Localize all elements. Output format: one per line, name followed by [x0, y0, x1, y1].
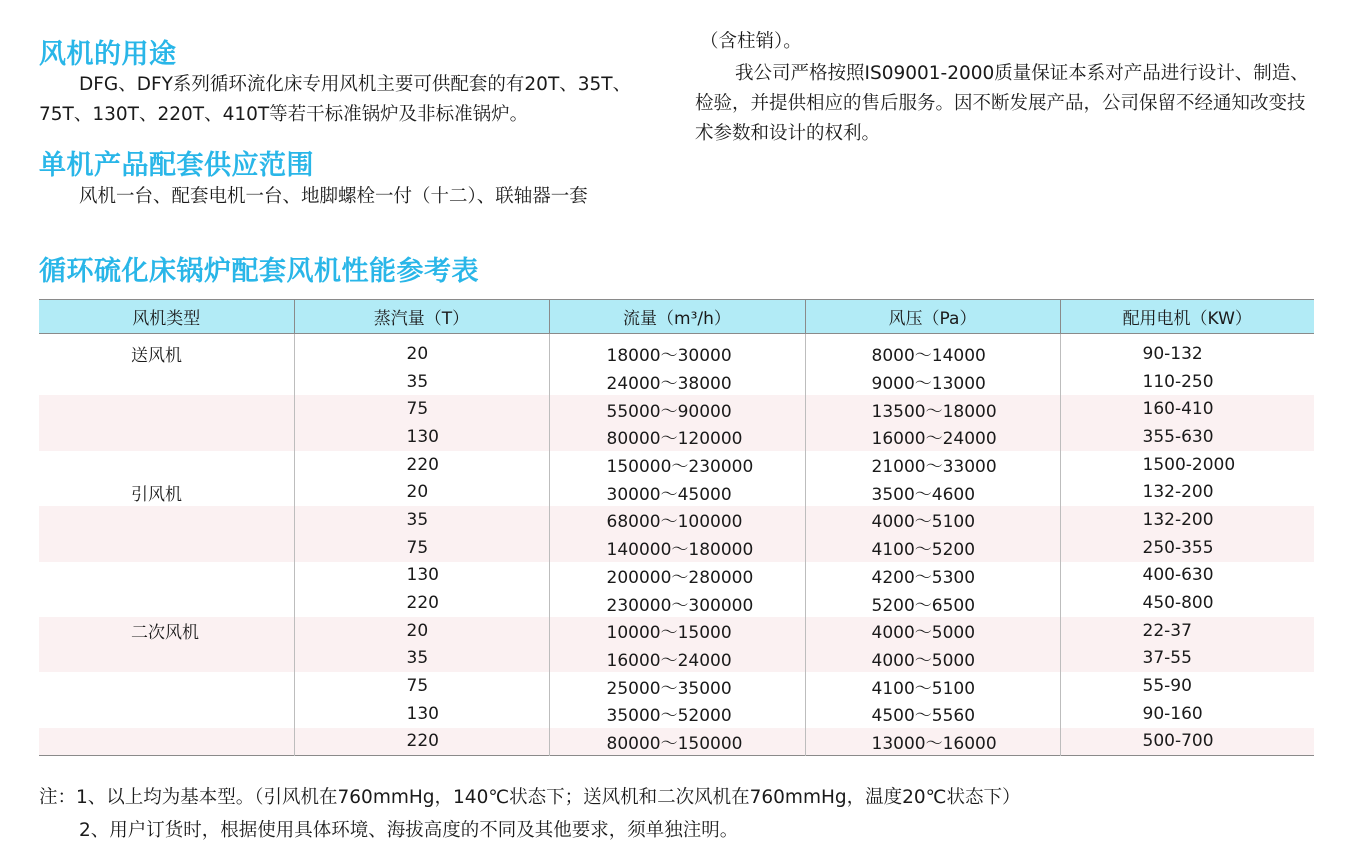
table-row — [39, 368, 1314, 396]
steam-cell: 130 — [294, 423, 549, 451]
header-fan-type: 风机类型 — [39, 300, 294, 334]
flow-cell: 10000～15000 — [549, 617, 805, 645]
table-row — [39, 562, 1314, 590]
motor-cell: 250-355 — [1060, 534, 1314, 562]
motor-cell: 355-630 — [1060, 423, 1314, 451]
motor-cell: 110-250 — [1142, 371, 1214, 392]
flow-cell: 230000～300000 — [549, 589, 805, 617]
motor-cell: 22-37 — [1060, 617, 1314, 645]
motor-cell: 55-90 — [1142, 676, 1192, 697]
fan-type-cell — [39, 562, 294, 590]
motor-cell: 90-160 — [1142, 703, 1203, 724]
pressure-cell: 4200～5300 — [805, 562, 1060, 590]
pressure-cell: 4000～5100 — [805, 506, 1060, 534]
fan-type-cell — [39, 423, 294, 451]
steam-cell: 35 — [294, 368, 549, 396]
flow-cell: 24000～38000 — [549, 368, 805, 396]
fan-type-cell — [39, 368, 294, 396]
steam-cell: 220 — [294, 728, 549, 756]
fan-type-cell — [39, 395, 294, 423]
steam-cell: 75 — [294, 395, 549, 423]
usage-text: DFG、DFY系列循环流化床专用风机主要可供配套的有20T、35T、75T、130T、220T、410T等若干标准锅炉及非标准锅炉。 — [39, 74, 632, 125]
performance-table — [39, 299, 1314, 756]
fan-type-cell — [39, 451, 294, 479]
pressure-cell: 8000～14000 — [805, 334, 1060, 368]
table-row — [39, 700, 1314, 728]
steam-cell: 220 — [294, 589, 549, 617]
fan-type-cell: 引风机 — [39, 478, 294, 506]
note-2: 2、用户订货时，根据使用具体环境、海拔高度的不同及其他要求，须单独注明。 — [79, 820, 739, 841]
pressure-cell: 21000～33000 — [805, 451, 1060, 479]
table-title: 循环硫化床锅炉配套风机性能参考表 — [39, 256, 479, 287]
motor-cell: 160-410 — [1060, 395, 1314, 423]
header-motor: 配用电机（KW） — [1060, 300, 1314, 334]
table-row — [39, 506, 1314, 534]
pressure-cell: 4000～5000 — [805, 617, 1060, 645]
pressure-cell: 13500～18000 — [805, 395, 1060, 423]
steam-cell: 35 — [294, 506, 549, 534]
flow-cell: 25000～35000 — [549, 672, 805, 700]
flow-cell: 80000～120000 — [549, 423, 805, 451]
flow-cell: 16000～24000 — [549, 645, 805, 673]
pressure-cell: 9000～13000 — [805, 368, 1060, 396]
fan-type-cell — [39, 645, 294, 673]
flow-cell: 35000～52000 — [549, 700, 805, 728]
table-row — [39, 478, 1314, 506]
header-flow: 流量（m³/h） — [549, 300, 805, 334]
table-row — [39, 451, 1314, 479]
steam-cell: 130 — [294, 700, 549, 728]
note-1: 注：1、以上均为基本型。（引风机在760mmHg，140℃状态下；送风机和二次风机在760mmHg，温度20℃状态下） — [39, 787, 1021, 808]
pressure-cell: 4000～5000 — [805, 645, 1060, 673]
table-row — [39, 672, 1314, 700]
flow-cell: 68000～100000 — [549, 506, 805, 534]
flow-cell: 200000～280000 — [549, 562, 805, 590]
fan-type-cell — [39, 589, 294, 617]
motor-cell: 1500-2000 — [1142, 454, 1236, 475]
supply-scope-continued: （含柱销）。 — [700, 31, 802, 52]
table-row — [39, 589, 1314, 617]
header-steam: 蒸汽量（T） — [294, 300, 549, 334]
fan-type-cell — [39, 672, 294, 700]
table-row — [39, 617, 1314, 645]
steam-cell: 20 — [294, 334, 549, 368]
flow-cell: 55000～90000 — [549, 395, 805, 423]
flow-cell: 140000～180000 — [549, 534, 805, 562]
steam-cell: 75 — [294, 534, 549, 562]
motor-cell: 400-630 — [1142, 565, 1214, 586]
pressure-cell: 5200～6500 — [805, 589, 1060, 617]
flow-cell: 18000～30000 — [549, 334, 805, 368]
fan-type-cell — [39, 506, 294, 534]
motor-cell: 132-200 — [1060, 506, 1314, 534]
pressure-cell: 16000～24000 — [805, 423, 1060, 451]
quality-statement: 我公司严格按照IS09001-2000质量保证本系对产品进行设计、制造、检验，并提供相应的售后服务。因不断发展产品，公司保留不经通知改变技术参数和设计的权利。 — [695, 63, 1309, 144]
supply-scope-text: 风机一台、配套电机一台、地脚螺栓一付（十二）、联轴器一套 — [79, 186, 588, 207]
steam-cell: 20 — [294, 478, 549, 506]
fan-type-cell — [39, 534, 294, 562]
steam-cell: 35 — [294, 645, 549, 673]
table-row — [39, 334, 1314, 368]
motor-cell: 90-132 — [1142, 343, 1203, 364]
table-body — [39, 334, 1314, 756]
table-row — [39, 534, 1314, 562]
steam-cell: 75 — [294, 672, 549, 700]
steam-cell: 220 — [294, 451, 549, 479]
table-row — [39, 728, 1314, 756]
section-title-supply-scope: 单机产品配套供应范围 — [39, 150, 314, 181]
motor-cell: 37-55 — [1060, 645, 1314, 673]
motor-cell: 132-200 — [1142, 482, 1214, 503]
steam-cell: 130 — [294, 562, 549, 590]
fan-type-cell: 送风机 — [39, 334, 294, 368]
fan-type-cell — [39, 700, 294, 728]
table-row — [39, 395, 1314, 423]
fan-type-cell: 二次风机 — [39, 617, 294, 645]
motor-cell: 500-700 — [1060, 728, 1314, 756]
pressure-cell: 4100～5200 — [805, 534, 1060, 562]
header-pressure: 风压（Pa） — [805, 300, 1060, 334]
steam-cell: 20 — [294, 617, 549, 645]
pressure-cell: 3500～4600 — [805, 478, 1060, 506]
pressure-cell: 13000～16000 — [805, 728, 1060, 756]
motor-cell: 450-800 — [1142, 593, 1214, 614]
pressure-cell: 4100～5100 — [805, 672, 1060, 700]
notes — [39, 781, 1020, 847]
flow-cell: 80000～150000 — [549, 728, 805, 756]
section-title-usage: 风机的用途 — [39, 39, 177, 70]
pressure-cell: 4500～5560 — [805, 700, 1060, 728]
flow-cell: 150000～230000 — [549, 451, 805, 479]
table-row — [39, 423, 1314, 451]
table-row — [39, 645, 1314, 673]
flow-cell: 30000～45000 — [549, 478, 805, 506]
fan-type-cell — [39, 728, 294, 756]
table-header-row — [39, 300, 1314, 334]
